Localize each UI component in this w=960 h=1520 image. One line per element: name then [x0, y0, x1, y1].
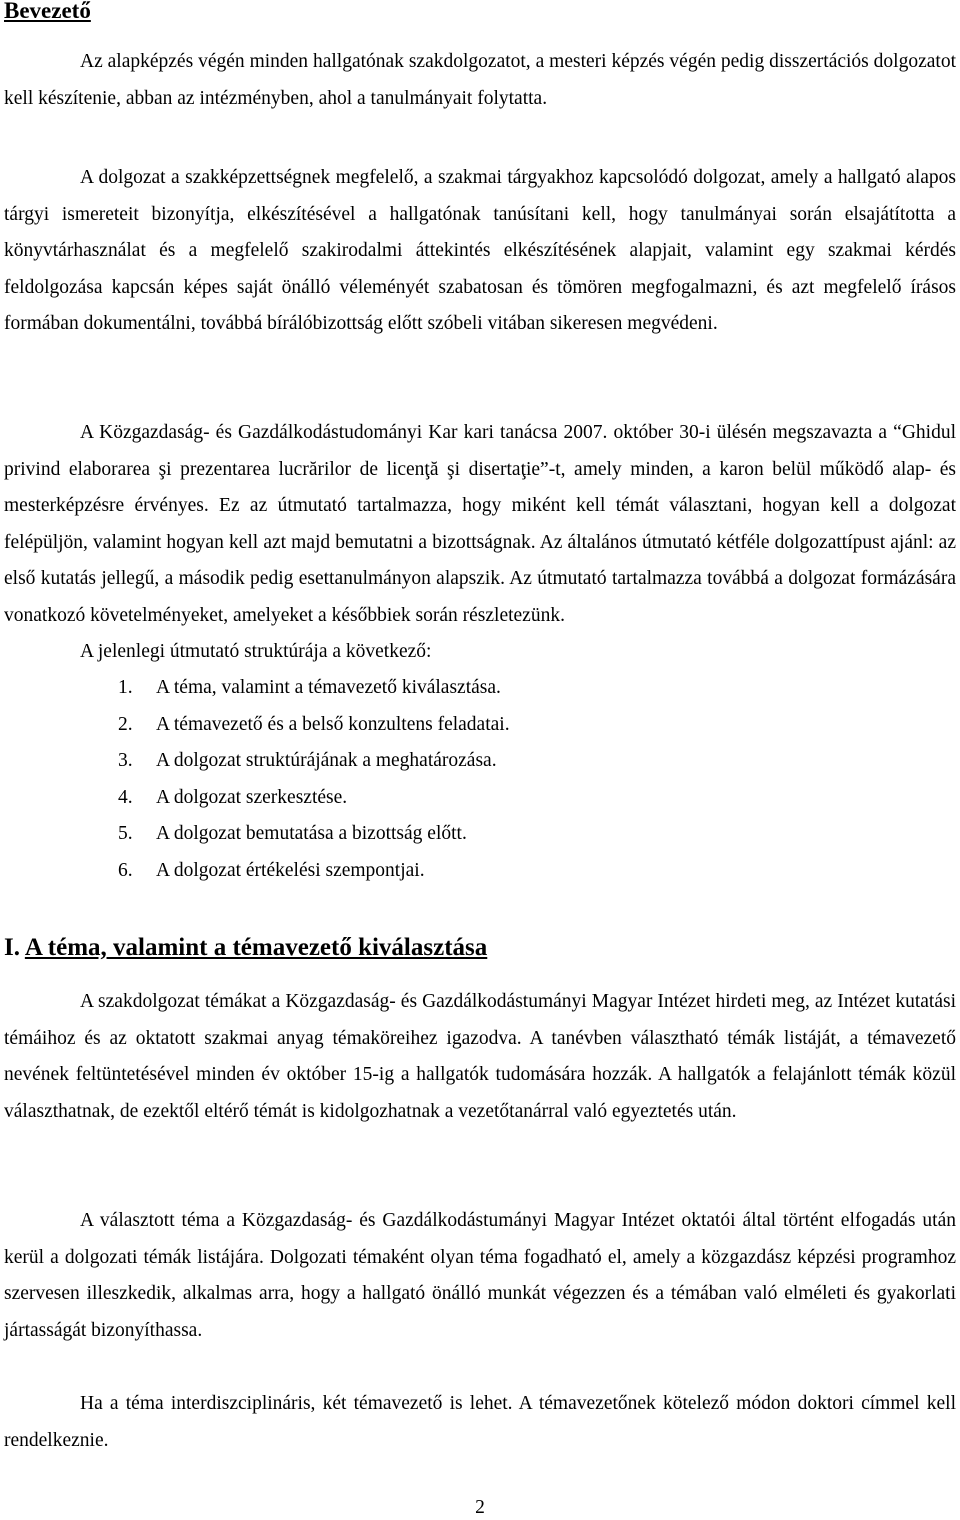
- list-item: [118, 707, 510, 744]
- list-item-text: A dolgozat bemutatása a bizottság előtt.: [156, 823, 467, 844]
- list-item-number: 1.: [118, 677, 133, 698]
- list-item: [118, 743, 510, 780]
- section-1-paragraph-3: Ha a téma interdiszciplináris, két témavezető is lehet. A témavezetőnek kötelező módon doktori címmel kell rendelkeznie.: [4, 1393, 956, 1451]
- section-1-paragraph-2: A választott téma a Közgazdaság- és Gazdálkodástumányi Magyar Intézet oktatói által történt elfogadás után kerül a dolgozati témák listájára. Dolgozati témaként olyan téma fogadható el, amely a közgazdász képzési programhoz szervesen illeszkedik, alkalmas arra, hogy a hallgató önálló munkát végezzen és a témában való elméleti és gyakorlati jártasságát bizonyíthassa.: [4, 1210, 956, 1341]
- section-1-number: I.: [4, 934, 20, 961]
- list-item-number: 4.: [118, 786, 133, 808]
- intro-paragraph-1: Az alapképzés végén minden hallgatónak szakdolgozatot, a mesteri képzés végén pedig disszertációs dolgozatot kell készítenie, abban az intézményben, ahol a tanulmányait folytatta.: [4, 51, 956, 109]
- intro-paragraph-2: A dolgozat a szakképzettségnek megfelelő, a szakmai tárgyakhoz kapcsolódó dolgozat, amely a hallgató alapos tárgyi ismereteit bizonyítja, elkészítésével a hallgatónak tanúsítani kell, hogy tanulmányai során elsajátította a könyvtárhasználat és a megfelelő szakirodalmi áttekintés elkészítésének alapjait, valamint egy szakmai kérdés feldolgozása kapcsán képes saját önálló véleményét szabatosan és tömören megfogalmazni, és azt megfelelő írásos formában dokumentálni, továbbá bírálóbizottság előtt szóbeli vitában sikeresen megvédeni.: [4, 167, 956, 334]
- page-number: 2: [475, 1497, 485, 1518]
- list-item: [118, 816, 510, 853]
- list-item: [118, 670, 510, 707]
- section-1-heading: [4, 930, 487, 966]
- structure-list: [118, 670, 510, 889]
- list-item-number: 3.: [118, 750, 133, 771]
- heading-bevezeto: Bevezető: [4, 0, 91, 23]
- section-1-paragraph-1: A szakdolgozat témákat a Közgazdaság- és Gazdálkodástumányi Magyar Intézet hirdeti meg, az Intézet kutatási témáihoz és az oktatott szakmai anyag témaköreihez igazodva. A tanévben választható témák listáját, a témavezető nevének feltüntetésével minden év október 15-ig a hallgatók tudomására hozzák. A hallgatók a felajánlott témák közül választhatnak, de ezektől eltérő témát is kidolgozhatnak a vezetőtanárral való egyeztetés után.: [4, 991, 956, 1122]
- section-1-title: A téma, valamint a témavezető kiválasztása: [24, 934, 488, 961]
- intro-paragraph-4: A jelenlegi útmutató struktúrája a következő:: [80, 641, 432, 662]
- list-item-text: A témavezető és a belső konzultens feladatai.: [156, 713, 510, 735]
- list-item-text: A téma, valamint a témavezető kiválasztása.: [156, 677, 501, 698]
- list-item-text: A dolgozat szerkesztése.: [156, 786, 348, 808]
- list-item-number: 5.: [118, 823, 133, 844]
- list-item-text: A dolgozat értékelési szempontjai.: [156, 859, 425, 881]
- list-item: [118, 853, 510, 890]
- list-item-number: 2.: [118, 713, 133, 735]
- list-item: [118, 780, 510, 817]
- list-item-text: A dolgozat struktúrájának a meghatározása.: [156, 750, 497, 771]
- list-item-number: 6.: [118, 859, 133, 881]
- intro-paragraph-3: A Közgazdaság- és Gazdálkodástudományi Kar kari tanácsa 2007. október 30-i ülésén megszavazta a “Ghidul privind elaborarea şi prezentarea lucrărilor de licenţă şi disertaţie”-t, amely minden, a karon belül működő alap- és mesterképzésre érvényes. Ez az útmutató tartalmazza, hogy miként kell témát választani, hogyan kell a dolgozat felépüljön, valamint hogyan kell azt majd bemutatni a bizottságnak. Az általános útmutató kétféle dolgozattípust ajánl: az első kutatás jellegű, a második pedig esettanulmányon alapszik. Az útmutató tartalmazza továbbá a dolgozat formázására vonatkozó követelményeket, amelyeket a későbbiek során részletezünk.: [4, 422, 956, 626]
